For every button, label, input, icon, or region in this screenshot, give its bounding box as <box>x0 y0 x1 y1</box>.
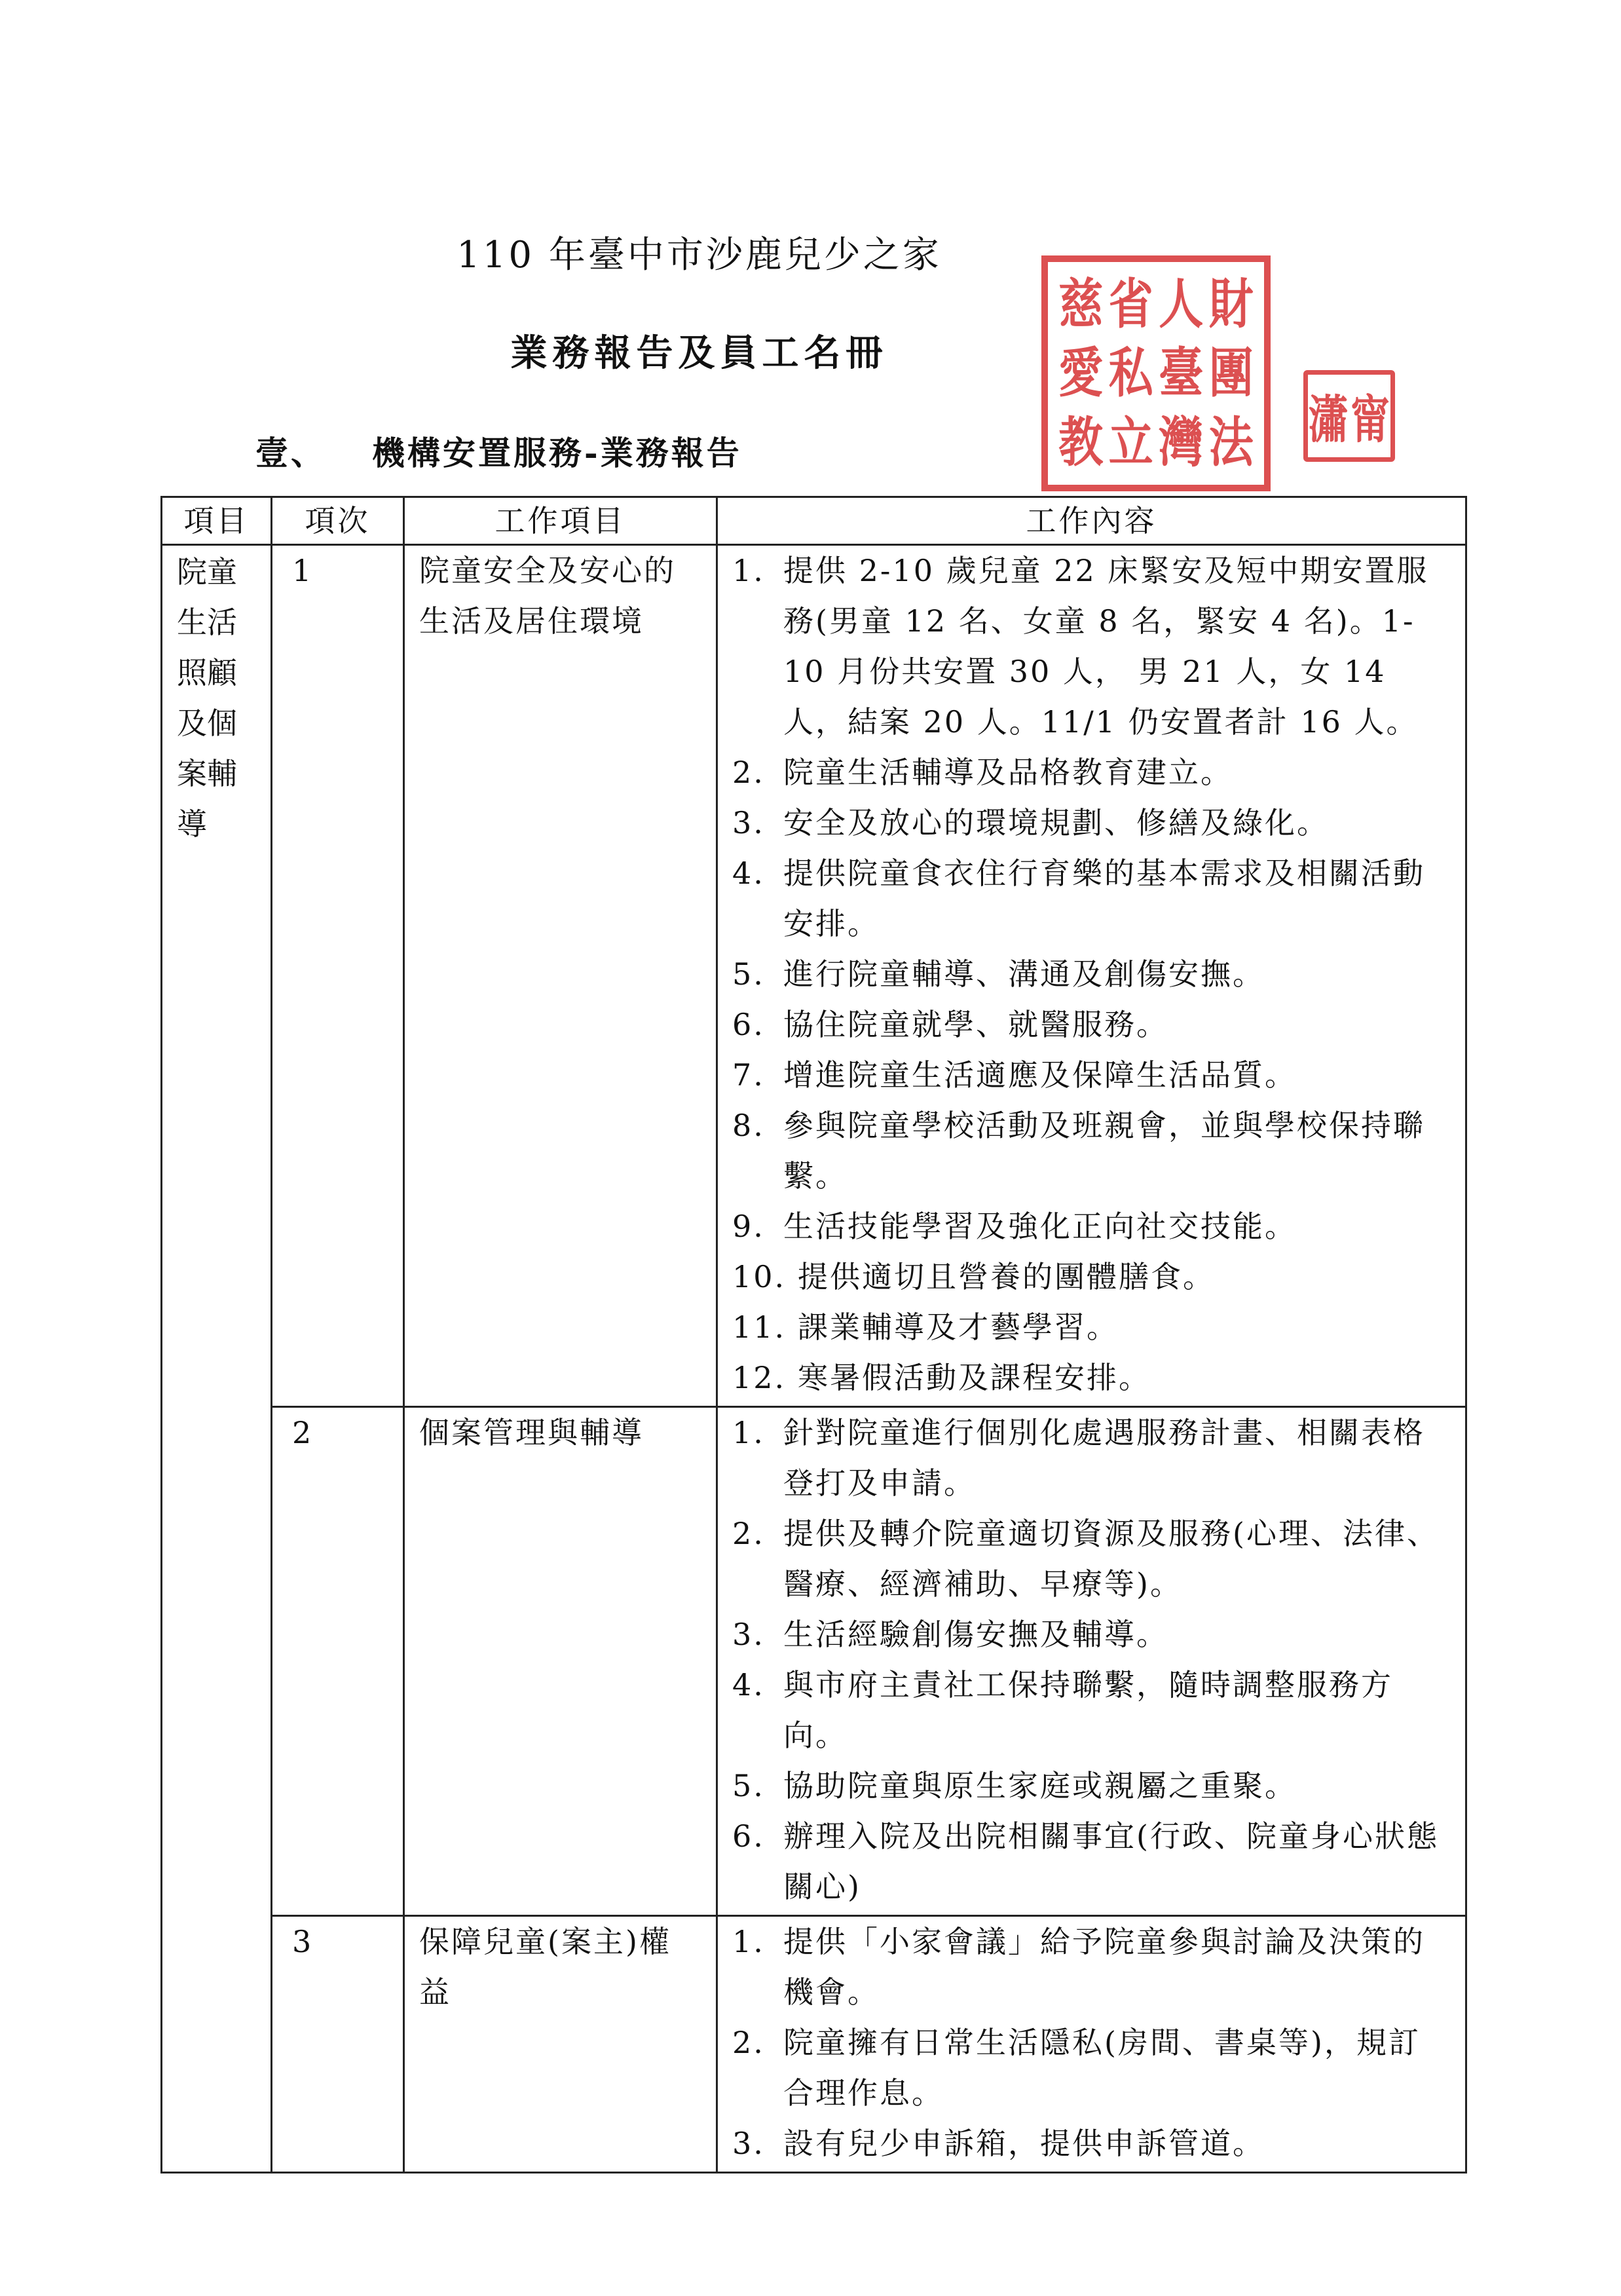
list-item <box>732 2118 1452 2169</box>
category-line <box>177 597 270 648</box>
list-item-number: 4. <box>732 856 765 891</box>
list-item-number: 1. <box>732 1924 765 1959</box>
list-item <box>732 1509 1452 1609</box>
seal-glyph: 甯 <box>1351 390 1390 450</box>
list-item <box>732 1761 1452 1811</box>
category-char: 導 <box>177 806 207 842</box>
list-item-text: 院童生活輔導及品格教育建立。 <box>783 755 1233 790</box>
category-char: 童 <box>207 554 237 590</box>
category-line <box>177 547 270 597</box>
list-item <box>732 1353 1452 1403</box>
list-item-text: 生活經驗創傷安撫及輔導。 <box>783 1617 1168 1652</box>
category-char: 生 <box>177 605 207 640</box>
list-item-text: 與市府主責社工保持聯繫，隨時調整服務方向。 <box>783 1667 1393 1753</box>
list-item-text: 辦理入院及出院相關事宜(行政、院童身心狀態關心) <box>783 1818 1439 1904</box>
table-row <box>162 1916 1466 2173</box>
list-item-number: 6. <box>732 1007 765 1042</box>
work-item: 個案管理與輔導 <box>404 1407 717 1916</box>
list-item <box>732 747 1452 798</box>
document-title: 110 年臺中市沙鹿兒少之家 <box>456 234 942 276</box>
list-item-number: 10. <box>732 1259 787 1294</box>
work-content <box>717 545 1466 1407</box>
row-number: 1 <box>272 545 404 1407</box>
section-number: 壹、 <box>255 434 326 472</box>
list-item-number: 3. <box>732 2126 765 2161</box>
table-header-row <box>162 497 1466 545</box>
list-item <box>732 1252 1452 1302</box>
document-subtitle: 業務報告及員工名冊 <box>510 331 888 375</box>
list-item <box>732 848 1452 949</box>
section-title: 機構安置服務-業務報告 <box>372 434 742 472</box>
list-item-text: 提供「小家會議」給予院童參與討論及決策的機會。 <box>783 1924 1425 2010</box>
seal-glyph: 省 <box>1108 273 1153 336</box>
category-line <box>177 648 270 698</box>
work-content-list <box>732 1408 1452 1912</box>
list-item-text: 提供院童食衣住行育樂的基本需求及相關活動安排。 <box>783 856 1425 941</box>
list-item <box>732 1101 1452 1201</box>
list-item-number: 5. <box>732 956 765 992</box>
category-line <box>177 698 270 749</box>
list-item-number: 3. <box>732 805 765 840</box>
list-item-text: 參與院童學校活動及班親會，並與學校保持聯繫。 <box>783 1108 1425 1194</box>
work-content <box>717 1407 1466 1916</box>
category-char: 照 <box>177 655 207 690</box>
list-item <box>732 1917 1452 2018</box>
seal-glyph: 灣 <box>1159 411 1204 474</box>
list-item <box>732 1609 1452 1660</box>
list-item-text: 寒暑假活動及課程安排。 <box>798 1360 1151 1395</box>
seal-glyph: 人 <box>1159 273 1204 336</box>
list-item-number: 1. <box>732 1415 765 1450</box>
work-content-list <box>732 546 1452 1403</box>
category-char: 顧 <box>207 655 237 690</box>
seal-glyph: 立 <box>1108 411 1153 474</box>
list-item-text: 針對院童進行個別化處遇服務計畫、相關表格登打及申請。 <box>783 1415 1425 1501</box>
header-number: 項次 <box>272 497 404 545</box>
seal-glyph: 教 <box>1058 411 1104 474</box>
list-item-number: 7. <box>732 1057 765 1093</box>
work-content <box>717 1916 1466 2173</box>
category-line <box>177 749 270 799</box>
seal-glyph: 瀟 <box>1309 390 1348 450</box>
seal-glyph: 臺 <box>1159 341 1204 405</box>
list-item-number: 8. <box>732 1108 765 1143</box>
list-item <box>732 949 1452 1000</box>
header-work-item: 工作項目 <box>404 497 717 545</box>
list-item-number: 9. <box>732 1209 765 1244</box>
header-category: 項目 <box>162 497 272 545</box>
list-item <box>732 1408 1452 1509</box>
header-work-content: 工作內容 <box>717 497 1466 545</box>
category-char: 院 <box>177 554 207 590</box>
table-row <box>162 545 1466 1407</box>
category-line <box>177 799 270 850</box>
list-item-text: 課業輔導及才藝學習。 <box>798 1309 1119 1345</box>
list-item-text: 生活技能學習及強化正向社交技能。 <box>783 1209 1297 1244</box>
list-item-number: 12. <box>732 1360 787 1395</box>
list-item <box>732 1201 1452 1252</box>
list-item <box>732 546 1452 747</box>
seal-glyph: 法 <box>1208 411 1254 474</box>
table-row <box>162 1407 1466 1916</box>
list-item <box>732 1811 1452 1912</box>
section-heading <box>255 427 742 474</box>
work-item: 保障兒童(案主)權益 <box>404 1916 717 2173</box>
list-item-number: 6. <box>732 1818 765 1854</box>
category-char: 個 <box>207 706 237 741</box>
list-item-number: 4. <box>732 1667 765 1703</box>
row-number: 2 <box>272 1407 404 1916</box>
category-char: 活 <box>207 605 237 640</box>
list-item-number: 5. <box>732 1768 765 1803</box>
list-item <box>732 1660 1452 1761</box>
list-item-text: 增進院童生活適應及保障生活品質。 <box>783 1057 1297 1093</box>
official-seal-large <box>1041 255 1271 491</box>
list-item-number: 3. <box>732 1617 765 1652</box>
seal-glyph: 慈 <box>1058 273 1104 336</box>
list-item-text: 提供適切且營養的團體膳食。 <box>798 1259 1215 1294</box>
list-item <box>732 1050 1452 1101</box>
list-item <box>732 1000 1452 1050</box>
list-item-text: 安全及放心的環境規劃、修繕及綠化。 <box>783 805 1329 840</box>
category-char: 及 <box>177 706 207 741</box>
list-item-text: 設有兒少申訴箱，提供申訴管道。 <box>783 2126 1265 2161</box>
seal-glyph: 愛 <box>1058 341 1104 405</box>
list-item-number: 2. <box>732 1516 765 1551</box>
category-char: 輔 <box>207 756 237 791</box>
official-seal-small <box>1303 370 1395 462</box>
business-report-table <box>160 496 1467 2174</box>
list-item <box>732 1302 1452 1353</box>
seal-glyph: 財 <box>1208 273 1254 336</box>
category-cell <box>162 545 272 2173</box>
list-item <box>732 798 1452 848</box>
category-char: 案 <box>177 756 207 791</box>
list-item-text: 進行院童輔導、溝通及創傷安撫。 <box>783 956 1265 992</box>
list-item-number: 2. <box>732 2025 765 2060</box>
seal-glyph: 團 <box>1208 341 1254 405</box>
list-item-number: 11. <box>732 1309 787 1345</box>
seal-glyph: 私 <box>1108 341 1153 405</box>
list-item-number: 2. <box>732 755 765 790</box>
list-item-text: 協助院童與原生家庭或親屬之重聚。 <box>783 1768 1297 1803</box>
list-item-text: 提供及轉介院童適切資源及服務(心理、法律、醫療、經濟補助、早療等)。 <box>783 1516 1439 1602</box>
row-number: 3 <box>272 1916 404 2173</box>
list-item-text: 院童擁有日常生活隱私(房間、書桌等)，規訂合理作息。 <box>783 2025 1421 2111</box>
list-item-text: 提供 2-10 歲兒童 22 床緊安及短中期安置服務(男童 12 名、女童 8 名，緊安 4 名)。1-10 月份共安置 30 人， 男 21 人，女 14 人，結案 20 人。11/1 仍安置者計 16 人。 <box>783 553 1429 740</box>
work-content-list <box>732 1917 1452 2169</box>
list-item-text: 協住院童就學、就醫服務。 <box>783 1007 1168 1042</box>
list-item <box>732 2018 1452 2118</box>
list-item-number: 1. <box>732 553 765 588</box>
work-item: 院童安全及安心的生活及居住環境 <box>404 545 717 1407</box>
